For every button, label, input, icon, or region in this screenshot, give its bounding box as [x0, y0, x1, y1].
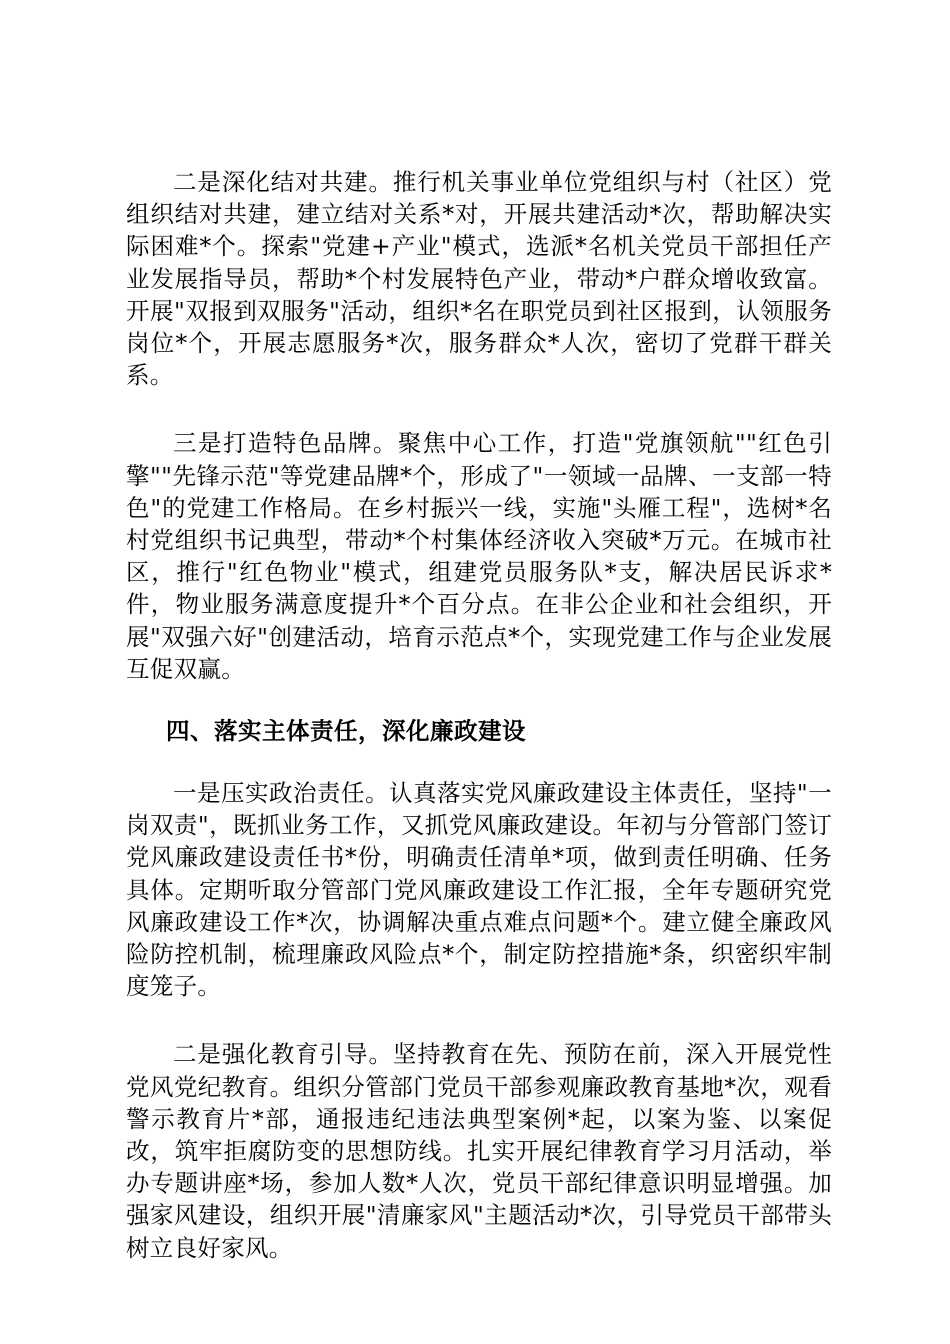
- paragraph-spacer: [126, 685, 832, 715]
- document-body: [126, 166, 832, 1264]
- paragraph-pairing-construction: 二是深化结对共建。推行机关事业单位党组织与村（社区）党组织结对共建，建立结对关系*对，开展共建活动*次，帮助解决实际困难*个。探索"党建+产业"模式，选派*名机关党员干部担任产业发展指导员，帮助*个村发展特色产业，带动*户群众增收致富。开展"双报到双服务"活动，组织*名在职党员到社区报到，认领服务岗位*个，开展志愿服务*次，服务群众*人次，密切了党群干群关系。: [126, 168, 832, 390]
- paragraph-education-guidance: 二是强化教育引导。坚持教育在先、预防在前，深入开展党性党风党纪教育。组织分管部门党员干部参观廉政教育基地*次，观看警示教育片*部，通报违纪违法典型案例*起，以案为鉴、以案促改，筑牢拒腐防变的思想防线。扎实开展纪律教育学习月活动，举办专题讲座*场，参加人数*人次，党员干部纪律意识明显增强。加强家风建设，组织开展"清廉家风"主题活动*次，引导党员干部带头树立良好家风。: [126, 1040, 832, 1262]
- paragraph-spacer: [126, 391, 832, 427]
- paragraph-political-responsibility: 一是压实政治责任。认真落实党风廉政建设主体责任，坚持"一岗双责"，既抓业务工作，又抓党风廉政建设。年初与分管部门签订党风廉政建设责任书*份，明确责任清单*项，做到责任明确、任务具体。定期听取分管部门党风廉政建设工作汇报，全年专题研究党风廉政建设工作*次，协调解决重点难点问题*个。建立健全廉政风险防控机制，梳理廉政风险点*个，制定防控措施*条，织密织牢制度笼子。: [126, 779, 832, 1001]
- paragraph-brand-building: 三是打造特色品牌。聚焦中心工作，打造"党旗领航""红色引擎""先锋示范"等党建品牌*个，形成了"一领域一品牌、一支部一特色"的党建工作格局。在乡村振兴一线，实施"头雁工程"，选树*名村党组织书记典型，带动*个村集体经济收入突破*万元。在城市社区，推行"红色物业"模式，组建党员服务队*支，解决居民诉求*件，物业服务满意度提升*个百分点。在非公企业和社会组织，开展"双强六好"创建活动，培育示范点*个，实现党建工作与企业发展互促双赢。: [126, 429, 832, 683]
- paragraph-spacer: [126, 747, 832, 777]
- section-heading: 四、落实主体责任，深化廉政建设: [166, 717, 526, 746]
- paragraph-spacer: [126, 1002, 832, 1038]
